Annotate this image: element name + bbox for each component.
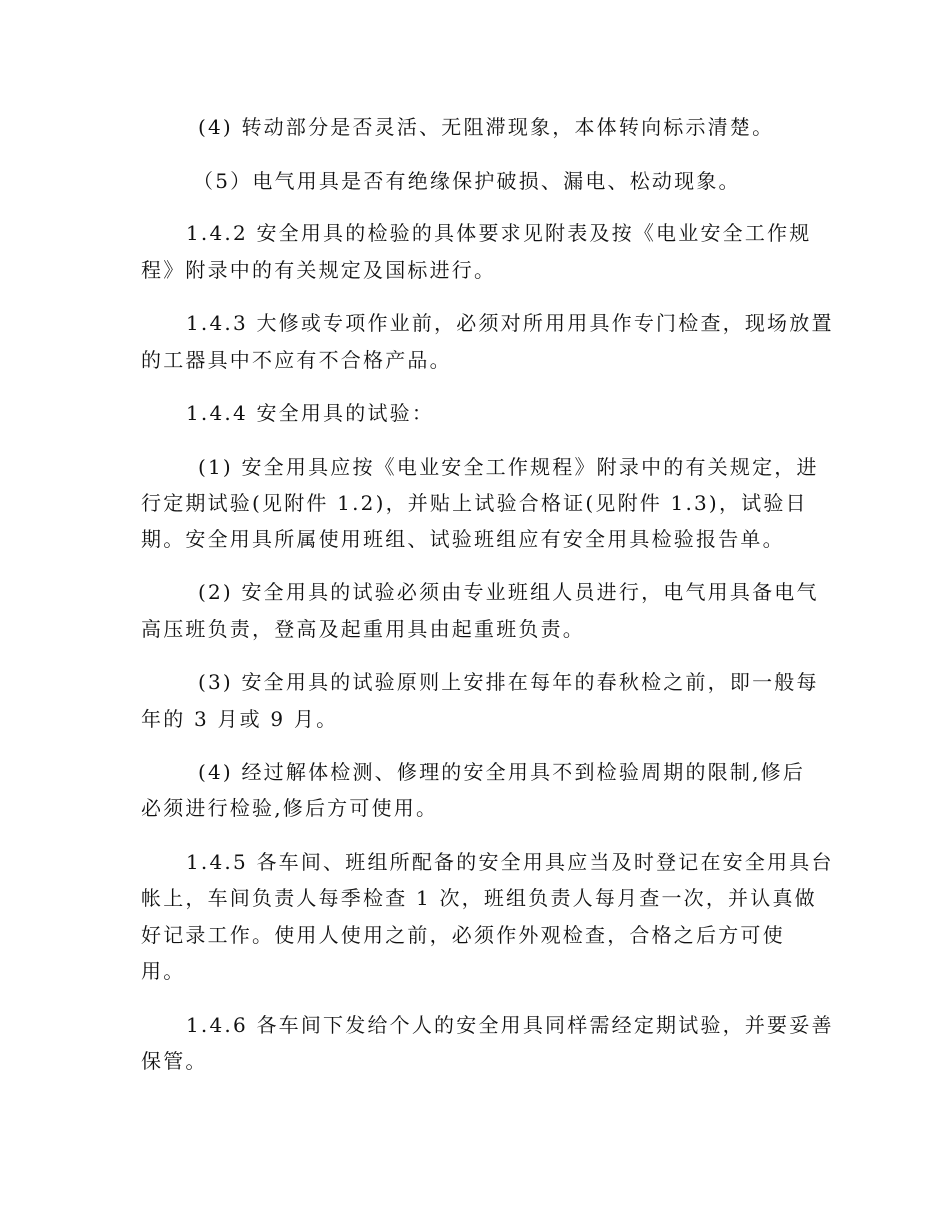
text-line: 好记录工作。使用人使用之前，必须作外观检查，合格之后方可使 — [141, 923, 785, 947]
text-line: (4) 转动部分是否灵活、无阻滞现象，本体转向标示清楚。 — [198, 115, 775, 139]
text-line: 期。安全用具所属使用班组、试验班组应有安全用具检验报告单。 — [141, 527, 785, 551]
text-line: 行定期试验(见附件 1.2)，并贴上试验合格证(见附件 1.3)，试验日 — [141, 491, 808, 515]
text-line: 的工器具中不应有不合格产品。 — [141, 348, 452, 372]
text-line: (4) 经过解体检测、修理的安全用具不到检验周期的限制,修后 — [198, 760, 806, 784]
text-line: (1) 安全用具应按《电业安全工作规程》附录中的有关规定，进 — [198, 455, 819, 479]
text-line: (3) 安全用具的试验原则上安排在每年的春秋检之前，即一般每 — [198, 670, 819, 694]
text-line: 1.4.5 各车间、班组所配备的安全用具应当及时登记在安全用具台 — [186, 850, 834, 874]
text-line: 1.4.4 安全用具的试验： — [186, 401, 435, 425]
text-line: 程》附录中的有关规定及国标进行。 — [141, 258, 497, 282]
text-line: （5）电气用具是否有绝缘保护破损、漏电、松动现象。 — [193, 169, 741, 193]
text-line: 保管。 — [141, 1049, 208, 1073]
text-line: 1.4.2 安全用具的检验的具体要求见附表及按《电业安全工作规 — [186, 221, 812, 245]
text-line: 1.4.6 各车间下发给个人的安全用具同样需经定期试验，并要妥善 — [186, 1013, 834, 1037]
text-line: 1.4.3 大修或专项作业前，必须对所用用具作专门检查，现场放置 — [186, 311, 834, 335]
text-line: 年的 3 月或 9 月。 — [141, 707, 339, 731]
text-line: 高压班负责，登高及起重用具由起重班负责。 — [141, 617, 585, 641]
text-line: 帐上，车间负责人每季检查 1 次，班组负责人每月查一次，并认真做 — [141, 886, 817, 910]
text-line: 用。 — [141, 959, 186, 983]
text-line: (2) 安全用具的试验必须由专业班组人员进行，电气用具备电气 — [198, 580, 819, 604]
text-line: 必须进行检验,修后方可使用。 — [141, 796, 439, 820]
